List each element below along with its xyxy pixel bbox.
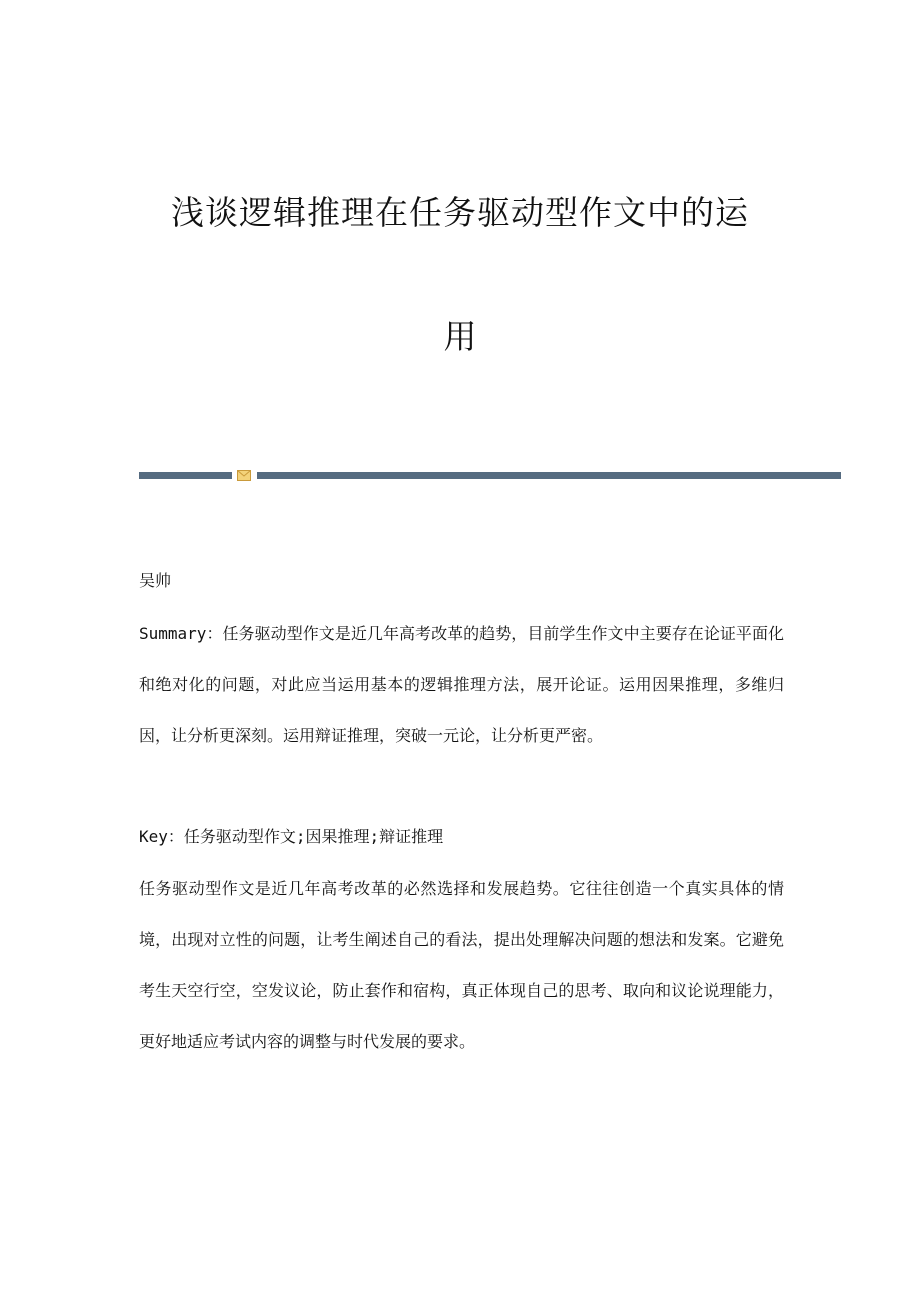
envelope-icon: [237, 470, 251, 481]
keywords-line: Key：任务驱动型作文;因果推理;辩证推理: [139, 827, 444, 846]
divider-bar-right: [257, 472, 841, 479]
divider-bar-left: [139, 472, 232, 479]
body-paragraph: 任务驱动型作文是近几年高考改革的必然选择和发展趋势。它往往创造一个真实具体的情境，出现对立性的问题，让考生阐述自己的看法，提出处理解决问题的想法和发案。它避免考生天空行空，空发议论，防止套作和宿构，真正体现自己的思考、取向和议论说理能力，更好地适应考试内容的调整与时代发展的要求。: [139, 879, 784, 1051]
summary-paragraph: Summary：任务驱动型作文是近几年高考改革的趋势，目前学生作文中主要存在论证平面化和绝对化的问题，对此应当运用基本的逻辑推理方法，展开论证。运用因果推理，多维归因，让分析更深刻。运用辩证推理，突破一元论，让分析更严密。: [139, 624, 784, 745]
document-title-line1: 浅谈逻辑推理在任务驱动型作文中的运: [171, 193, 749, 232]
document-title-line2: 用: [443, 317, 477, 356]
author-name: 吴帅: [139, 571, 172, 590]
title-divider: [139, 470, 841, 480]
